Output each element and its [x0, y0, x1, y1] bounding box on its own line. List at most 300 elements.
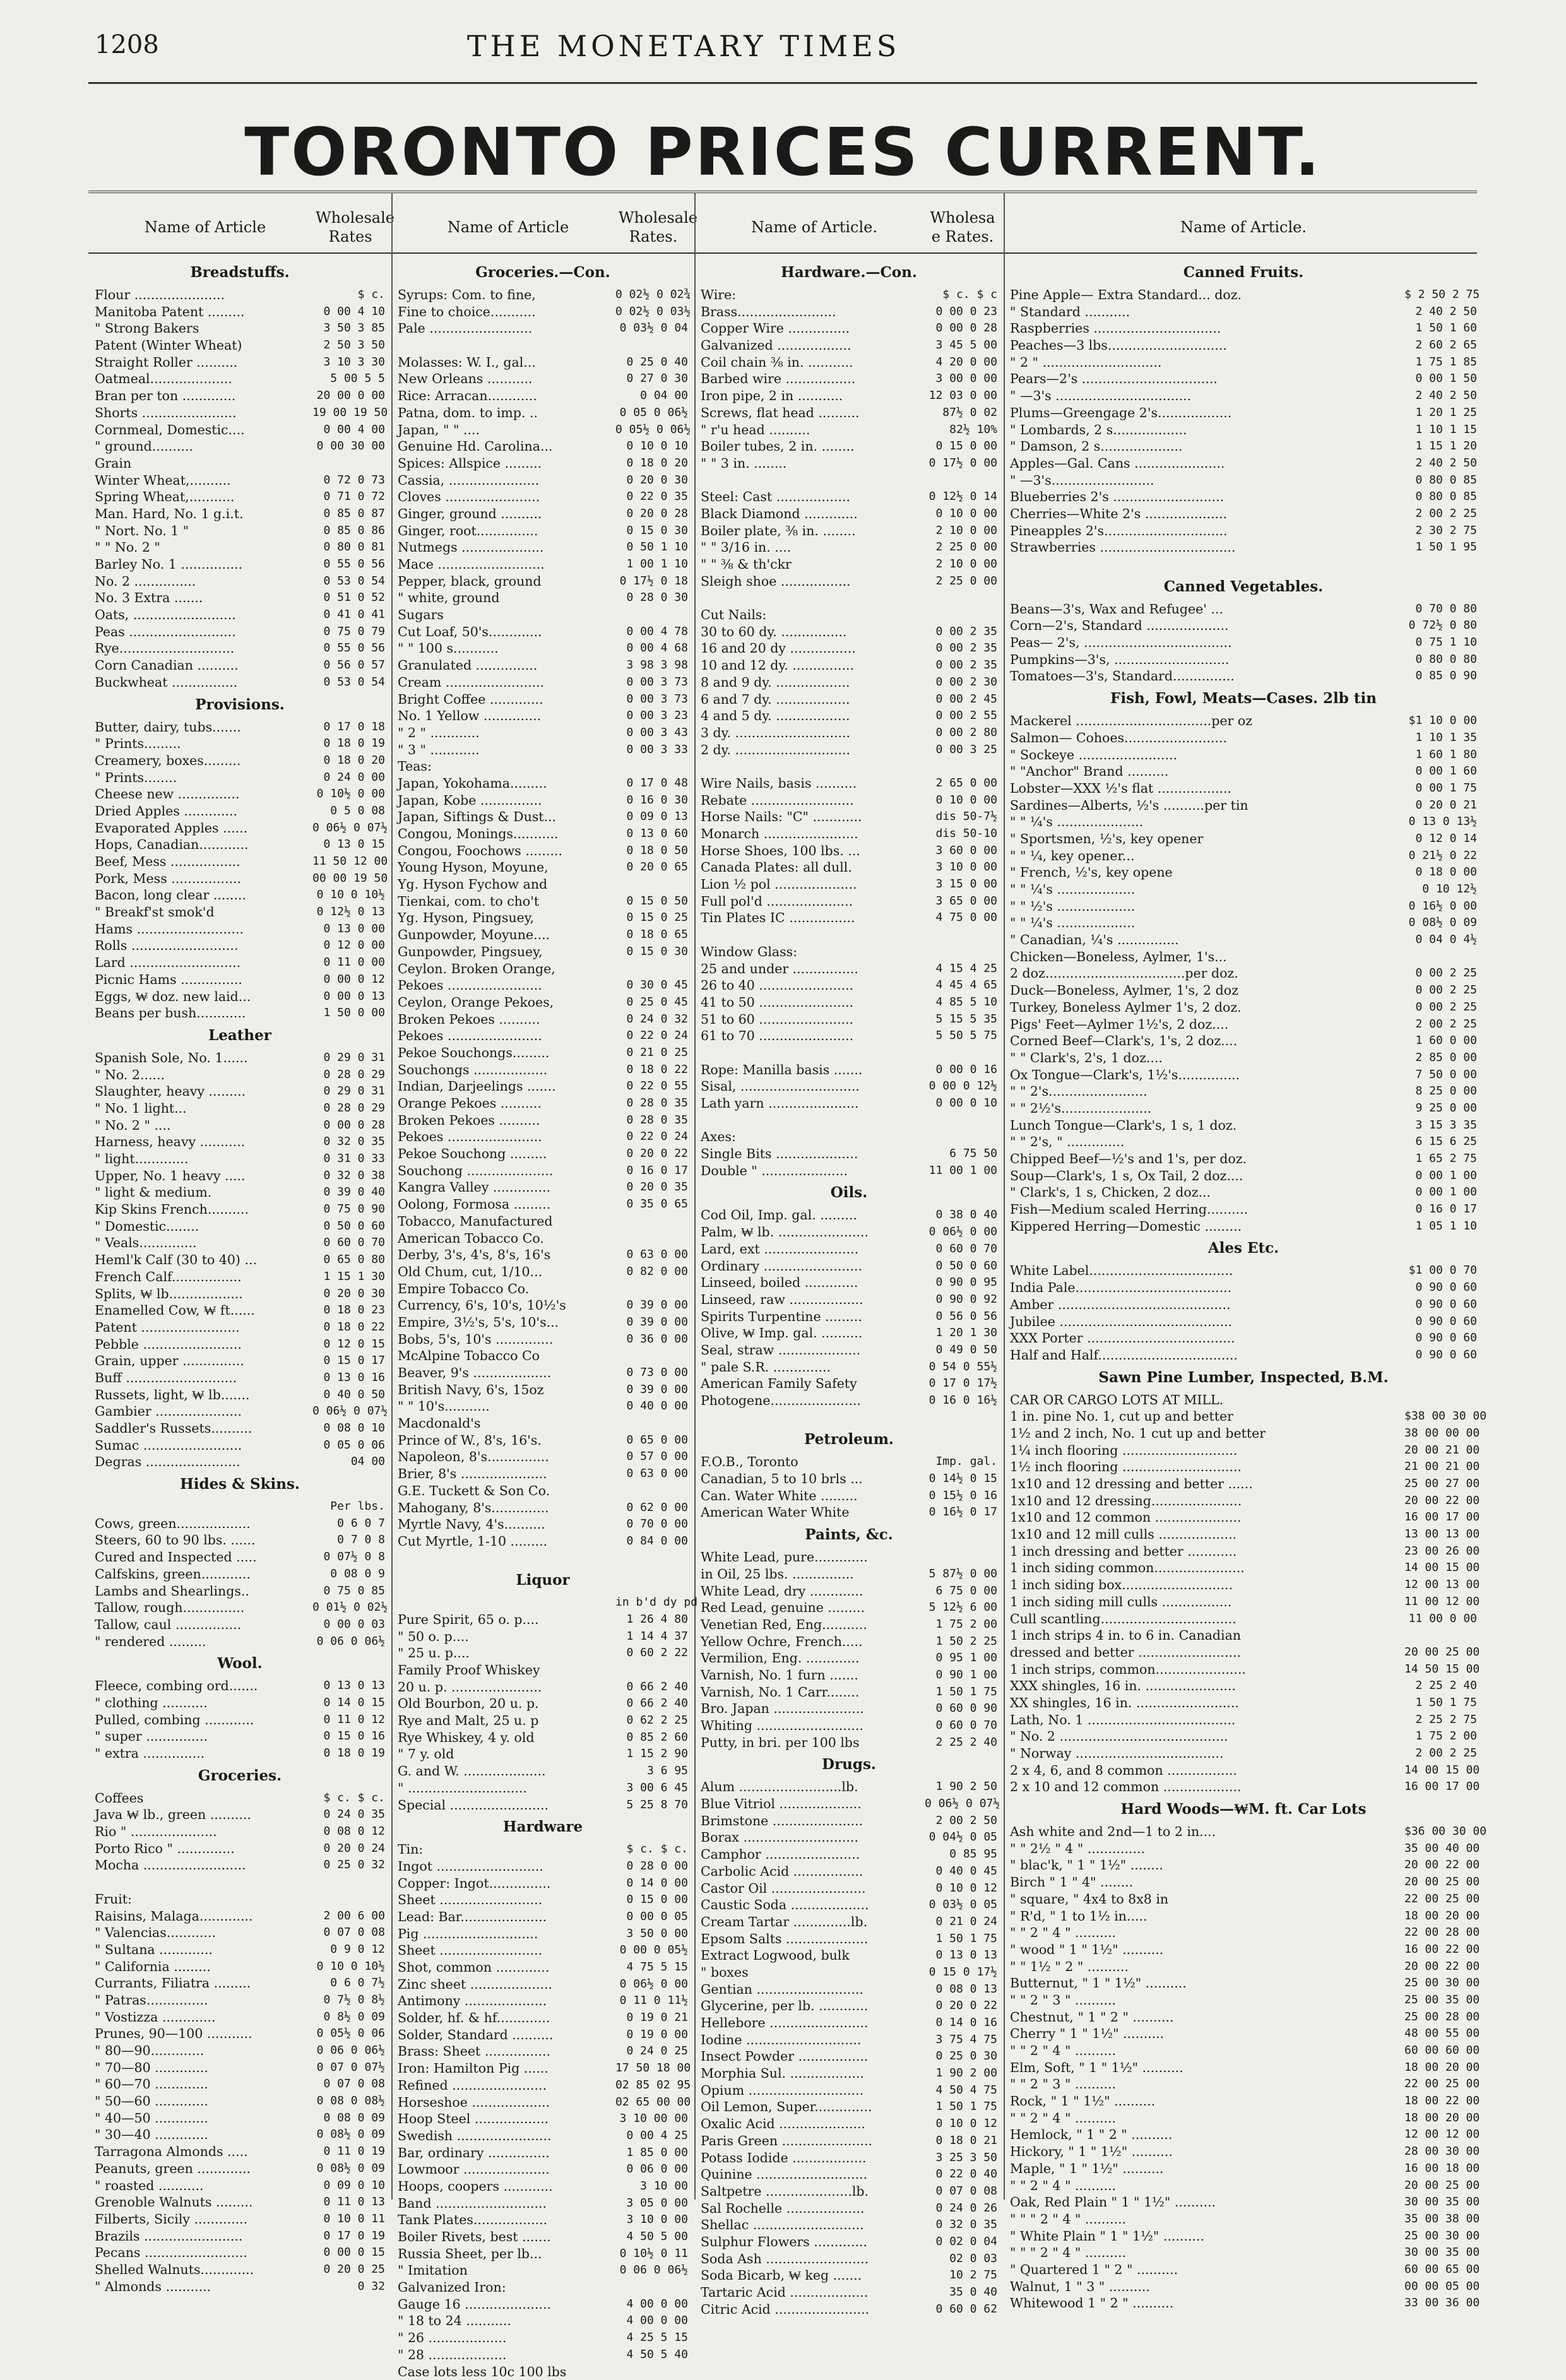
price-row	[701, 354, 997, 371]
price-row	[701, 472, 997, 489]
wholesale-rate: 0 20 0 35	[615, 1179, 688, 1196]
wholesale-rate: 0 19 0 00	[615, 2027, 688, 2044]
article-name: Ginger, ground ..........	[398, 506, 615, 523]
wholesale-rate: 25 00 30 00	[1404, 2228, 1477, 2245]
price-row	[1010, 1218, 1477, 1235]
article-name: " r'u head ..........	[701, 422, 925, 439]
wholesale-rate: 4 00 0 00	[615, 2312, 688, 2330]
article-name: Shellac ...........................	[701, 2217, 925, 2234]
wholesale-rate: 9 25 0 00	[1404, 1100, 1477, 1117]
wholesale-rate: 0 17½ 0 18	[615, 573, 688, 590]
wholesale-rate: 0 15 0 50	[615, 893, 688, 910]
wholesale-rate: 2 30 2 75	[1404, 523, 1477, 540]
article-name: Black Diamond .............	[701, 506, 925, 523]
price-row	[398, 640, 688, 657]
article-name: Horseshoe ...................	[398, 2094, 615, 2111]
wholesale-rate: 35 00 40 00	[1404, 1840, 1477, 1857]
wholesale-rate: 0 16 0 16½	[925, 1392, 997, 1409]
article-name: Mackerel .................................per oz	[1010, 713, 1404, 730]
price-row	[95, 803, 385, 820]
wholesale-rate: 14 50 15 00	[1404, 1661, 1477, 1678]
article-name: Macdonald's	[398, 1415, 615, 1432]
article-name: Soda Bicarb, ₩ keg .......	[701, 2267, 925, 2284]
wholesale-rate: $1 10 0 00	[1404, 713, 1477, 730]
price-row	[701, 1359, 997, 1376]
wholesale-rate: 0 90 0 95	[925, 1274, 997, 1291]
article-name: Currants, Filiatra .........	[95, 1975, 312, 1992]
article-name: Ceylon, Orange Pekoes,	[398, 994, 615, 1011]
wholesale-rate: 0 73 0 00	[615, 1365, 688, 1382]
price-row	[95, 752, 385, 769]
wholesale-rate: 3 45 5 00	[925, 337, 997, 354]
wholesale-rate: 0 00 0 12	[312, 971, 385, 988]
price-row	[398, 2312, 688, 2330]
article-name: Cream Tartar ..............lb.	[701, 1914, 925, 1931]
article-name: Patent ........................	[95, 1319, 312, 1336]
article-name: Amber ..........................................	[1010, 1296, 1404, 1313]
price-row	[398, 2077, 688, 2094]
article-name: 16 and 20 dy ................	[701, 640, 925, 657]
price-row	[701, 1027, 997, 1045]
price-row	[398, 2094, 688, 2111]
price-row	[398, 1331, 688, 1348]
wholesale-rate: 0 40 0 45	[925, 1863, 997, 1880]
price-row	[701, 573, 997, 590]
article-name: 1 in. pine No. 1, cut up and better	[1010, 1408, 1404, 1425]
article-name: Duck—Boneless, Aylmer, 1's, 2 doz	[1010, 982, 1404, 999]
price-row	[1010, 2025, 1477, 2042]
wholesale-rate: 12 00 12 00	[1404, 2126, 1477, 2143]
price-row	[1010, 2093, 1477, 2110]
wholesale-rate: 0 70 0 00	[615, 1516, 688, 1533]
price-row	[398, 506, 688, 523]
price-row	[1010, 1728, 1477, 1745]
article-name: Paris Green ......................	[701, 2133, 925, 2150]
price-row	[398, 1027, 688, 1045]
price-row	[701, 1308, 997, 1325]
wholesale-rate	[615, 1415, 688, 1432]
price-row	[398, 455, 688, 472]
wholesale-rate: 0 22 0 24	[615, 1128, 688, 1146]
article-name: Beef, Mess .................	[95, 853, 312, 870]
wholesale-rate: 0 90 0 60	[1404, 1313, 1477, 1330]
price-row	[95, 320, 385, 337]
article-name: 2 dy. ............................	[701, 742, 925, 759]
wholesale-rate	[615, 1662, 688, 1679]
article-name: Bright Coffee .............	[398, 691, 615, 708]
wholesale-rate: 2 25 2 40	[925, 1734, 997, 1751]
article-name: " " " 2 " 4 " ..........	[1010, 2244, 1404, 2261]
wholesale-rate: 0 15 0 00	[925, 438, 997, 455]
article-name: Varnish, No. 1 Carr........	[701, 1684, 925, 1701]
article-name	[701, 927, 925, 944]
price-row	[701, 2116, 997, 2133]
article-name: Pigs' Feet—Aylmer 1½'s, 2 doz....	[1010, 1016, 1404, 1033]
price-row	[398, 607, 688, 624]
price-row	[701, 422, 997, 439]
wholesale-rate: 2 00 2 25	[1404, 1745, 1477, 1762]
price-row	[1010, 1408, 1477, 1425]
section-heading: Paints, &c.	[701, 1521, 997, 1549]
article-name: Special ........................	[398, 1797, 615, 1814]
wholesale-rate	[615, 961, 688, 978]
price-row	[95, 971, 385, 988]
wholesale-rate: 0 39 0 00	[615, 1382, 688, 1399]
article-name: Wire:	[701, 287, 925, 304]
article-name: " " 10's...........	[398, 1398, 615, 1415]
price-row	[95, 1005, 385, 1022]
article-name: Kippered Herring—Domestic .........	[1010, 1218, 1404, 1235]
article-name: Chicken—Boneless, Aylmer, 1's...	[1010, 949, 1404, 966]
article-name: 20 u. p. ......................	[398, 1679, 615, 1696]
price-row	[701, 539, 997, 556]
price-row	[701, 1583, 997, 1600]
article-name: " " 2 " 4 " ..........	[1010, 2110, 1404, 2127]
article-name: Barley No. 1 ...............	[95, 556, 312, 573]
article-name: Gunpowder, Pingsuey,	[398, 944, 615, 961]
wholesale-rate: 0 7 0 8	[312, 1532, 385, 1549]
price-row	[95, 921, 385, 938]
article-name: Carbolic Acid .................	[701, 1863, 925, 1880]
price-row	[398, 624, 688, 641]
price-row	[701, 1488, 997, 1505]
wholesale-rate: 1 50 1 60	[1404, 320, 1477, 337]
article-name: Linseed, boiled .............	[701, 1274, 925, 1291]
wholesale-rate: 0 07 0 08	[312, 1924, 385, 1941]
article-name: " 26 ...................	[398, 2330, 615, 2347]
wholesale-rate: 0 04½ 0 05	[925, 1829, 997, 1846]
wholesale-rate: 0 10½ 0 00	[312, 786, 385, 803]
article-name: Camphor .......................	[701, 1846, 925, 1863]
price-row	[398, 2060, 688, 2077]
article-name: Oil Lemon, Super..............	[701, 2099, 925, 2116]
wholesale-rate: 0 32 0 38	[312, 1168, 385, 1185]
wholesale-rate: 0 22 0 24	[615, 1027, 688, 1045]
price-row	[95, 1840, 385, 1857]
article-name: Zinc sheet ....................	[398, 1976, 615, 1993]
wholesale-rate: 0 85 2 60	[615, 1729, 688, 1746]
price-row	[95, 1633, 385, 1650]
price-row	[95, 1336, 385, 1353]
article-name: Hoop Steel ..................	[398, 2111, 615, 2128]
wholesale-rate: 20 00 25 00	[1404, 1874, 1477, 1891]
price-row	[398, 1909, 688, 1926]
price-row	[701, 707, 997, 725]
wholesale-rate: 5 50 5 75	[925, 1027, 997, 1045]
price-row	[95, 523, 385, 540]
wholesale-rate: $ c. $ c	[925, 287, 997, 304]
article-name: " blac'k, " 1 " 1½" ........	[1010, 1857, 1404, 1874]
table-header-rule	[88, 252, 1477, 254]
wholesale-rate: 1 50 1 95	[1404, 539, 1477, 556]
price-row	[95, 887, 385, 904]
price-row	[398, 1398, 688, 1415]
wholesale-rate: 0 08½ 0 09	[312, 2160, 385, 2177]
article-name: McAlpine Tobacco Co	[398, 1347, 615, 1365]
price-row	[398, 1163, 688, 1180]
wholesale-rate: 0 00 4 00	[312, 422, 385, 439]
price-row	[95, 539, 385, 556]
price-row	[95, 1387, 385, 1404]
wholesale-rate: 0 60 0 90	[925, 1700, 997, 1717]
article-name: American Family Safety	[701, 1375, 925, 1392]
article-name: Can. Water White .........	[701, 1488, 925, 1505]
article-name: French Calf.................	[95, 1269, 312, 1286]
article-name: Pulled, combing ............	[95, 1712, 312, 1729]
wholesale-rate: 3 15 3 35	[1404, 1117, 1477, 1134]
article-name: Yg. Hyson Fychow and	[398, 876, 615, 893]
wholesale-rate: 0 70 0 80	[1404, 601, 1477, 618]
price-row	[701, 2234, 997, 2251]
price-row	[701, 2048, 997, 2065]
wholesale-rate: 0 85 0 86	[312, 523, 385, 540]
article-name: 1 inch strips 4 in. to 6 in. Canadian	[1010, 1627, 1404, 1644]
price-row	[701, 2133, 997, 2150]
wholesale-rate: 3 50 0 00	[615, 1926, 688, 1943]
wholesale-rate: 2 25 0 00	[925, 539, 997, 556]
wholesale-rate: 0 80 0 85	[1404, 472, 1477, 489]
wholesale-rate: 0 00 3 33	[615, 742, 688, 759]
wholesale-rate: 0 10 0 00	[925, 792, 997, 809]
price-row	[701, 388, 997, 405]
article-name: Iodine ............................	[701, 2032, 925, 2049]
article-name: Cheese new ...............	[95, 786, 312, 803]
wholesale-rate: 0 5 0 08	[312, 803, 385, 820]
price-row	[95, 1184, 385, 1201]
article-name: Tin:	[398, 1841, 615, 1858]
article-name: Cured and Inspected .....	[95, 1549, 312, 1566]
article-name: Molasses: W. I., gal...	[398, 354, 615, 371]
article-name: Genuine Hd. Carolina...	[398, 438, 615, 455]
wholesale-rate: 2 25 0 00	[925, 573, 997, 590]
price-row	[1010, 1560, 1477, 1577]
article-name: Case lots less 10c 100 lbs	[398, 2364, 615, 2380]
article-name	[1010, 556, 1404, 573]
article-name: " " ¼'s ...................	[1010, 915, 1404, 932]
article-name: " " " 2 " 4 " ..........	[1010, 2211, 1404, 2228]
wholesale-rate: 2 40 2 50	[1404, 388, 1477, 405]
price-row	[95, 287, 385, 304]
wholesale-rate: $1 00 0 70	[1404, 1262, 1477, 1279]
price-row	[95, 405, 385, 422]
wholesale-rate: 3 10 00 00	[615, 2111, 688, 2128]
price-row	[95, 1515, 385, 1532]
wholesale-rate	[925, 758, 997, 775]
price-row	[398, 876, 688, 893]
article-name: Glycerine, per lb. ............	[701, 1998, 925, 2015]
price-row	[1010, 915, 1477, 932]
article-name: Young Hyson, Moyune,	[398, 859, 615, 876]
article-name: " " ¼'s .....................	[1010, 814, 1404, 831]
price-row	[1010, 422, 1477, 439]
wholesale-rate: 1 15 1 20	[1404, 438, 1477, 455]
article-name: " 50 o. p....	[398, 1628, 615, 1645]
article-name: Horse Shoes, 100 lbs. ...	[701, 843, 925, 860]
article-name: Indian, Darjeelings .......	[398, 1078, 615, 1095]
article-name: 3 dy. ............................	[701, 725, 925, 742]
price-row	[701, 1163, 997, 1180]
article-name: " 25 u. p....	[398, 1645, 615, 1662]
wholesale-rate: 0 08 0 12	[312, 1823, 385, 1840]
wholesale-rate: 3 65 0 00	[925, 893, 997, 910]
article-name: Pine Apple— Extra Standard... doz.	[1010, 287, 1404, 304]
wholesale-rate: 2 00 2 25	[1404, 1016, 1477, 1033]
article-name: Photogene......................	[701, 1392, 925, 1409]
wholesale-rate: 1 65 2 75	[1404, 1151, 1477, 1168]
wholesale-rate: 4 75 0 00	[925, 909, 997, 927]
wholesale-rate: 0 06½ 0 00	[925, 1224, 997, 1241]
price-row	[701, 691, 997, 708]
price-row	[95, 2042, 385, 2059]
price-row	[701, 2065, 997, 2082]
wholesale-rate: 0 02 0 04	[925, 2234, 997, 2251]
wholesale-rate: 1 10 1 15	[1404, 422, 1477, 439]
price-row	[95, 1370, 385, 1387]
price-row	[95, 1857, 385, 1874]
article-name: Buckwheat ................	[95, 674, 312, 691]
price-row	[1010, 1425, 1477, 1442]
wholesale-rate: 0 00 1 75	[1404, 780, 1477, 797]
wholesale-rate: 3 50 3 85	[312, 320, 385, 337]
page-title: TORONTO PRICES CURRENT.	[0, 114, 1566, 191]
price-row	[398, 1892, 688, 1909]
article-name: Strawberries .................................	[1010, 539, 1404, 556]
price-row	[1010, 1347, 1477, 1364]
wholesale-rate: 0 06 0 06½	[312, 2042, 385, 2059]
column-header-1	[95, 202, 385, 252]
wholesale-rate: $ 2 50 2 75	[1404, 287, 1477, 304]
wholesale-rate: 0 75 1 10	[1404, 634, 1477, 651]
article-name: Oatmeal....................	[95, 370, 312, 388]
article-name: " " Clark's, 2's, 1 doz....	[1010, 1050, 1404, 1067]
article-name: Seal, straw ....................	[701, 1342, 925, 1359]
wholesale-rate: 00 00 05 00	[1404, 2278, 1477, 2295]
article-name: 51 to 60 .......................	[701, 1011, 925, 1028]
price-row	[398, 2330, 688, 2347]
wholesale-rate	[925, 1409, 997, 1426]
article-name: Brass: Sheet ................	[398, 2043, 615, 2060]
wholesale-rate	[312, 455, 385, 472]
wholesale-rate: 25 00 28 00	[1404, 2009, 1477, 2026]
wholesale-rate: 0 13 0 15	[312, 836, 385, 853]
article-name	[701, 1045, 925, 1062]
price-row	[701, 1112, 997, 1129]
article-name: No. 1 Yellow ..............	[398, 707, 615, 725]
article-name: Straight Roller ..........	[95, 354, 312, 371]
article-name: Grenoble Walnuts .........	[95, 2194, 312, 2211]
article-name: " Vostizza .............	[95, 2009, 312, 2026]
article-name: Peaches—3 lbs.............................	[1010, 337, 1404, 354]
price-row	[701, 1504, 997, 1521]
wholesale-rate: 0 00 0 03	[312, 1616, 385, 1633]
price-row	[95, 988, 385, 1005]
price-row	[701, 2200, 997, 2217]
price-row	[95, 1353, 385, 1370]
wholesale-rate	[615, 1483, 688, 1500]
price-row	[1010, 651, 1477, 668]
wholesale-rate: 0 95 1 00	[925, 1650, 997, 1667]
wholesale-rate: 0 00 0 05½	[615, 1942, 688, 1959]
wholesale-rate: 0 16½ 0 17	[925, 1504, 997, 1521]
section-heading: Hard Woods—₩M. ft. Car Lots	[1010, 1796, 1477, 1823]
wholesale-rate: 7 50 0 00	[1404, 1067, 1477, 1084]
article-name: Slaughter, heavy .........	[95, 1083, 312, 1100]
wholesale-rate: 0 53 0 54	[312, 573, 385, 590]
wholesale-rate	[1404, 1627, 1477, 1644]
price-row	[95, 1050, 385, 1067]
price-row	[95, 904, 385, 921]
article-name: " 2 " .............................	[1010, 354, 1404, 371]
wholesale-rate: $ c.	[312, 287, 385, 304]
price-row	[1010, 1509, 1477, 1526]
price-row	[701, 1700, 997, 1717]
price-row	[701, 1342, 997, 1359]
article-name: Pale .........................	[398, 320, 615, 337]
wholesale-rate: 0 08 0 08½	[312, 2093, 385, 2110]
wholesale-rate: 0 00 2 45	[925, 691, 997, 708]
article-name: " Sockeye ........................	[1010, 747, 1404, 764]
wholesale-rate: 0 00 2 25	[1404, 982, 1477, 999]
price-row	[701, 1274, 997, 1291]
article-name: Napoleon, 8's...............	[398, 1448, 615, 1465]
article-name: Broken Pekoes ..........	[398, 1011, 615, 1028]
wholesale-rate: 1 26 4 80	[615, 1611, 688, 1628]
section-heading: Wool.	[95, 1650, 385, 1678]
article-name: Barbed wire .................	[701, 370, 925, 388]
price-row	[398, 1875, 688, 1892]
wholesale-rate: Per lbs.	[312, 1498, 385, 1515]
wholesale-rate: 1 75 2 00	[925, 1616, 997, 1633]
article-name: Cod Oil, Imp. gal. .........	[701, 1207, 925, 1224]
article-name: Soda Ash .........................	[701, 2251, 925, 2268]
article-name: 41 to 50 .......................	[701, 994, 925, 1011]
wholesale-rate: 0 00 0 12½	[925, 1078, 997, 1095]
article-name: Tarragona Almonds .....	[95, 2143, 312, 2160]
article-name: Bro. Japan ......................	[701, 1700, 925, 1717]
column-divider	[1004, 192, 1005, 2199]
article-name: " French, ½'s, key opene	[1010, 864, 1404, 881]
article-name: Gambier .....................	[95, 1403, 312, 1420]
wholesale-rate: 0 10 0 10½	[312, 1958, 385, 1975]
price-row	[701, 944, 997, 961]
wholesale-rate: 0 13 0 13	[312, 1678, 385, 1695]
price-row	[398, 2347, 688, 2364]
wholesale-rate	[925, 1549, 997, 1566]
wholesale-rate: 5 15 5 35	[925, 1011, 997, 1028]
wholesale-rate: 0 60 0 70	[925, 1717, 997, 1734]
article-name: " No. 2......	[95, 1067, 312, 1084]
article-name: White Lead, pure.............	[701, 1549, 925, 1566]
wholesale-rate: 22 00 28 00	[1404, 1924, 1477, 1941]
article-name: Blue Vitriol ....................	[701, 1796, 925, 1813]
article-name: Morphia Sul. ..................	[701, 2065, 925, 2082]
wholesale-rate: 1 20 1 25	[1404, 405, 1477, 422]
article-name: Chipped Beef—½'s and 1's, per doz.	[1010, 1151, 1404, 1168]
wholesale-rate	[615, 1213, 688, 1230]
price-row	[398, 2161, 688, 2178]
article-name: Oolong, Formosa .........	[398, 1196, 615, 1213]
article-name: Caustic Soda ...................	[701, 1897, 925, 1914]
price-row	[398, 1347, 688, 1365]
table-top-rule	[88, 191, 1477, 193]
article-name: " No. 2 .........................................	[1010, 1728, 1404, 1745]
article-name: " light.............	[95, 1151, 312, 1168]
price-row	[398, 1045, 688, 1062]
price-row	[95, 1806, 385, 1823]
article-name: Pork, Mess .................	[95, 870, 312, 887]
price-row	[701, 488, 997, 506]
article-name: Bobs, 5's, 10's ..............	[398, 1331, 615, 1348]
